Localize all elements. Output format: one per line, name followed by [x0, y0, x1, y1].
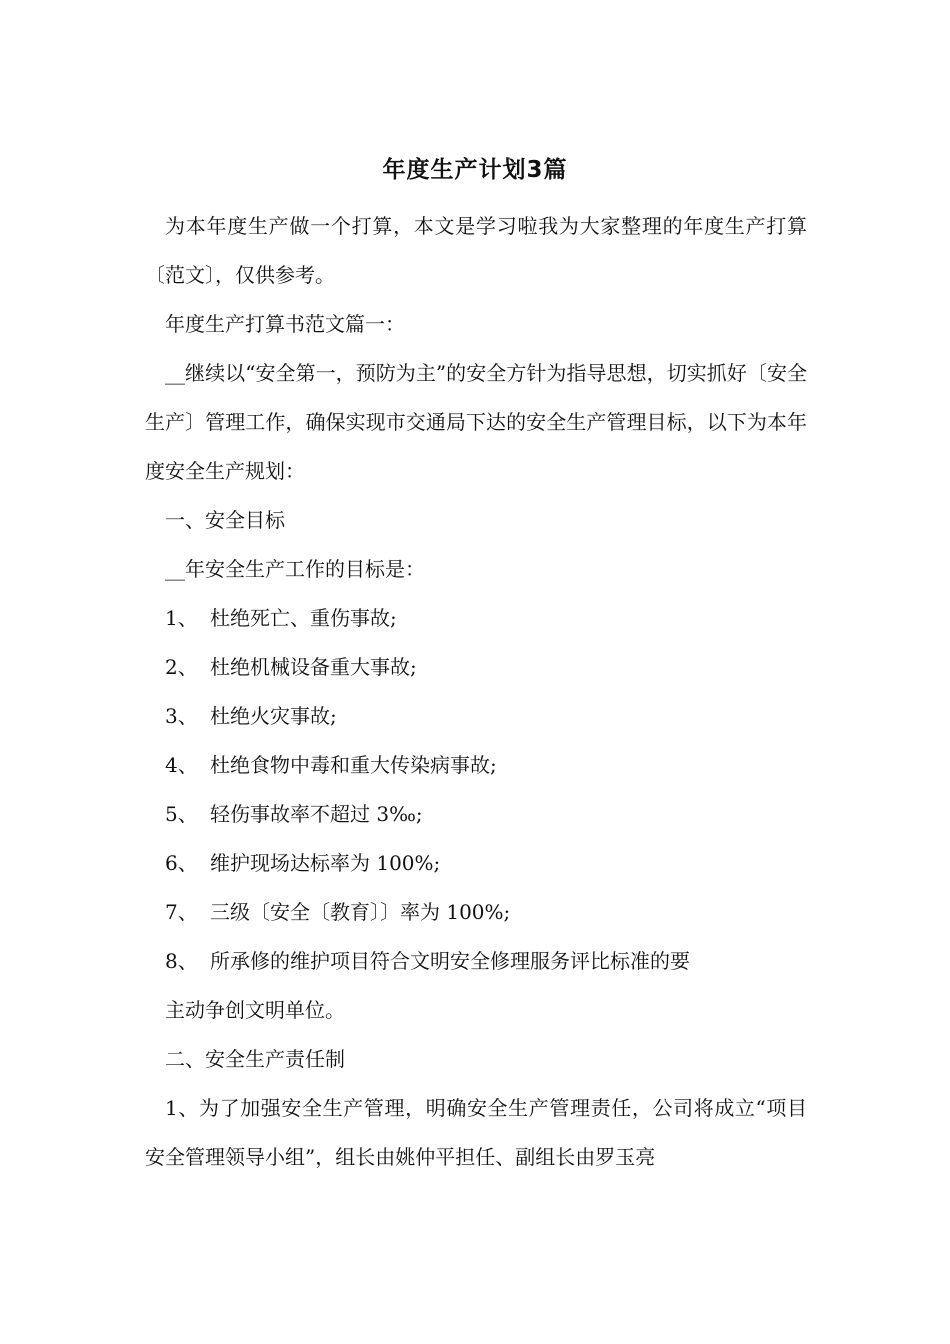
- goal-item: [145, 790, 807, 839]
- goal-number: 1、: [165, 606, 198, 630]
- goal-text: 轻伤事故率不超过 3‰;: [210, 802, 423, 826]
- goal-item: [145, 839, 807, 888]
- goal-8-continuation: 主动争创文明单位。: [165, 998, 345, 1022]
- intro-paragraph: 为本年度生产做一个打算，本文是学习啦我为大家整理的年度生产打算〔范文〕，仅供参考。: [145, 214, 807, 287]
- goal-text: 杜绝机械设备重大事故;: [210, 655, 417, 679]
- goal-number: 6、: [165, 851, 198, 875]
- goal-item: [145, 692, 807, 741]
- goal-number: 3、: [165, 704, 198, 728]
- responsibility-paragraph: 1、为了加强安全生产管理，明确安全生产管理责任，公司将成立“项目安全管理领导小组”，组长由姚仲平担任、副组长由罗玉亮: [145, 1096, 807, 1169]
- goal-item: [145, 888, 807, 937]
- goal-item: [145, 741, 807, 790]
- goal-number: 4、: [165, 753, 198, 777]
- goal-item: [145, 643, 807, 692]
- heading-responsibility: 二、安全生产责任制: [165, 1047, 345, 1071]
- goal-number: 7、: [165, 900, 198, 924]
- goal-item: [145, 937, 807, 986]
- goal-text: 杜绝食物中毒和重大传染病事故;: [210, 753, 497, 777]
- goal-number: 8、: [165, 949, 198, 973]
- goal-text: 杜绝死亡、重伤事故;: [210, 606, 397, 630]
- goal-number: 2、: [165, 655, 198, 679]
- goal-text: 维护现场达标率为 100%;: [210, 851, 441, 875]
- section-heading: 年度生产打算书范文篇一：: [165, 312, 405, 336]
- goal-number: 5、: [165, 802, 198, 826]
- goal-text: 三级〔安全〔教育〕〕率为 100%;: [210, 900, 511, 924]
- document-body: [145, 202, 807, 1182]
- goal-text: 杜绝火灾事故;: [210, 704, 337, 728]
- goal-item: [145, 594, 807, 643]
- heading-safety-goals: 一、安全目标: [165, 508, 285, 532]
- goal-text: 所承修的维护项目符合文明安全修理服务评比标准的要: [210, 949, 690, 973]
- goal-intro: __年安全生产工作的目标是：: [165, 557, 425, 581]
- document-title: 年度生产计划3篇: [382, 157, 568, 183]
- guideline-paragraph: __继续以“安全第一，预防为主”的安全方针为指导思想，切实抓好〔安全生产〕管理工作，确保实现市交通局下达的安全生产管理目标，以下为本年度安全生产规划：: [145, 361, 807, 483]
